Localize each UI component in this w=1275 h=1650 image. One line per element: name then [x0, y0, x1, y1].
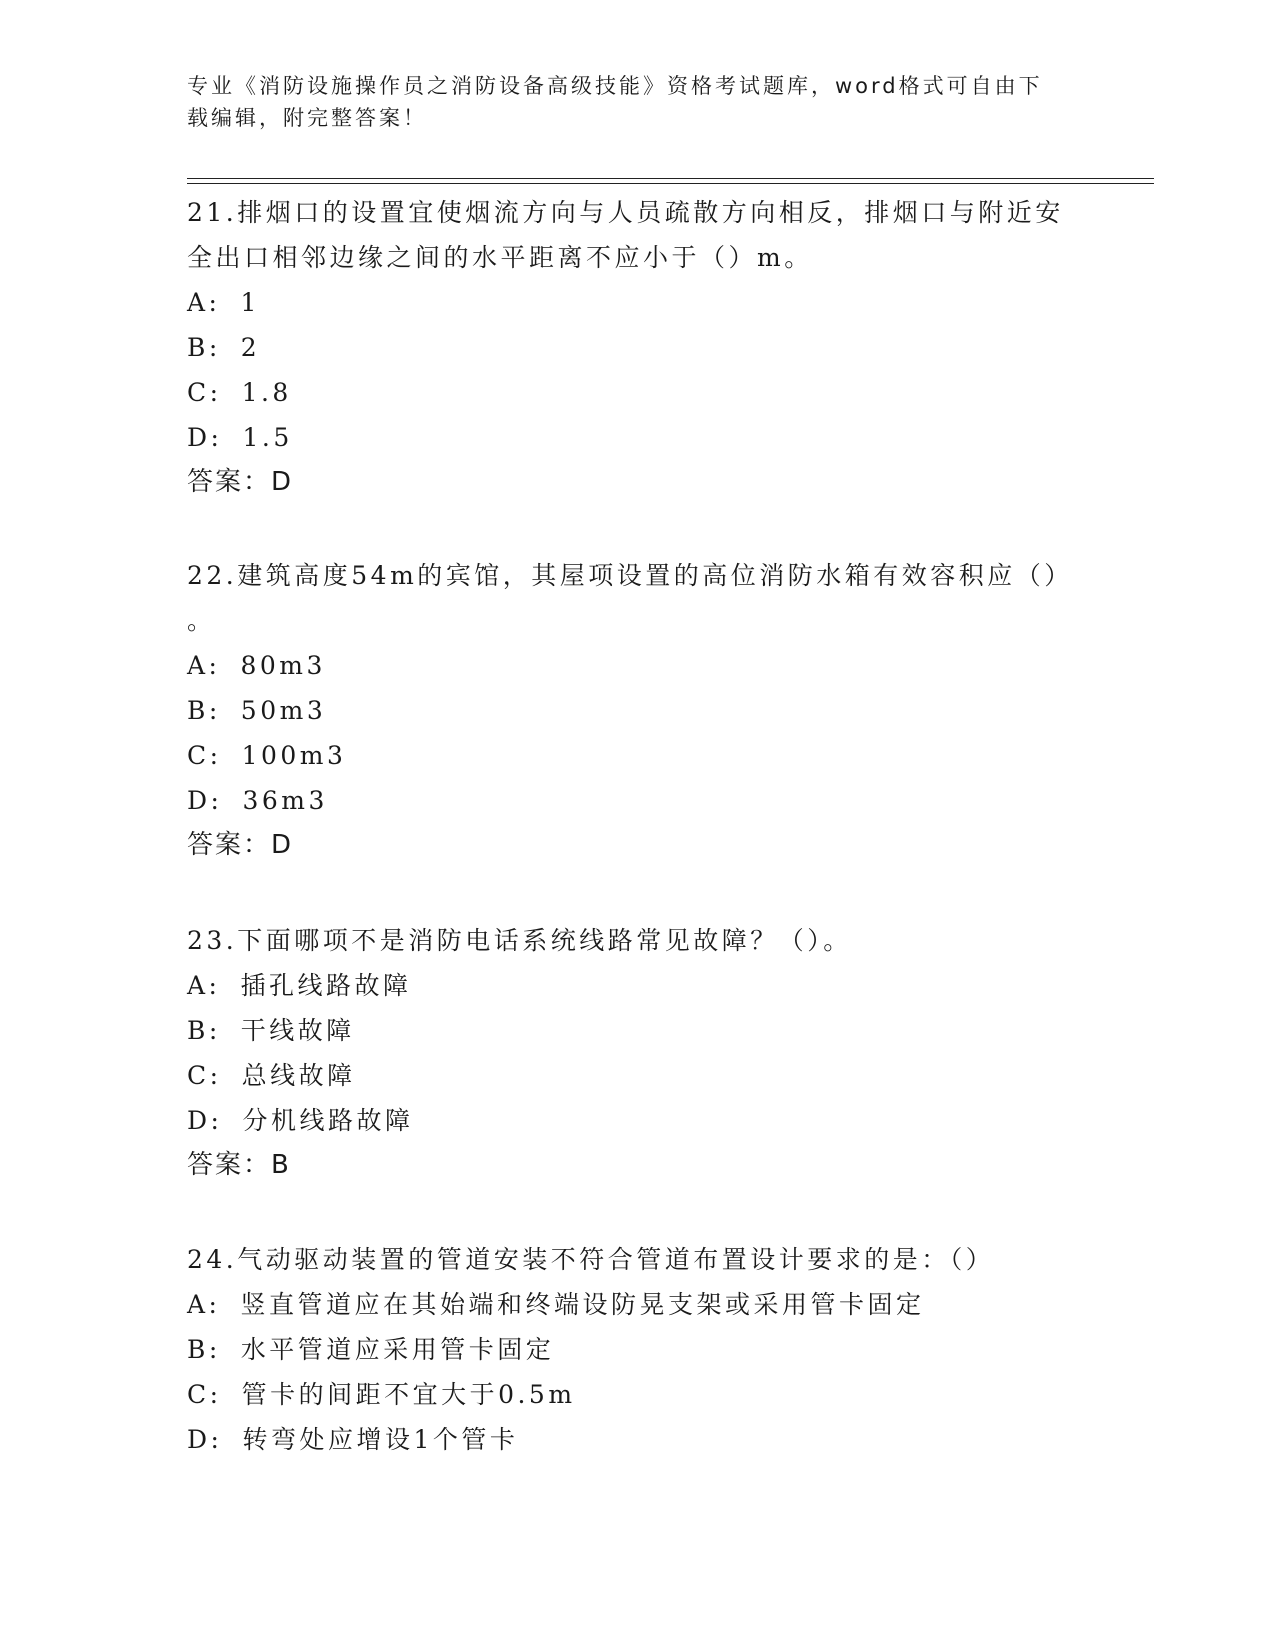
- option-text: 50m3: [240, 696, 327, 725]
- option-c: [187, 370, 1087, 415]
- option-d: [187, 415, 1087, 460]
- option-a: [187, 963, 1087, 1008]
- option-letter: B:: [187, 333, 221, 362]
- option-c: [187, 1053, 1087, 1098]
- option-d: [187, 1098, 1087, 1143]
- option-letter: A:: [187, 971, 221, 1000]
- option-b: [187, 1008, 1087, 1053]
- question-stem-line-1: 22.建筑高度54m的宾馆，其屋项设置的高位消防水箱有效容积应（）: [187, 561, 1073, 590]
- question-stem-line-2: 全出口相邻边缘之间的水平距离不应小于（）m。: [187, 243, 813, 272]
- option-d: [187, 1417, 1087, 1462]
- option-text: 80m3: [240, 651, 326, 680]
- option-text: 插孔线路故障: [240, 971, 412, 1000]
- option-letter: D:: [187, 1106, 223, 1135]
- option-d: [187, 778, 1087, 823]
- answer-line: 答案：D: [187, 467, 294, 497]
- question-stem-line-1: 21.排烟口的设置宜使烟流方向与人员疏散方向相反，排烟口与附近安: [187, 198, 1064, 227]
- option-a: [187, 643, 1087, 688]
- option-letter: B:: [187, 1016, 221, 1045]
- option-letter: D:: [187, 786, 223, 815]
- question-21: [187, 190, 1087, 504]
- option-text: 2: [240, 333, 261, 362]
- question-stem-line-1: 24.气动驱动装置的管道安装不符合管道布置设计要求的是：（）: [187, 1245, 995, 1274]
- question-22: [187, 553, 1087, 867]
- header-divider-top: [187, 178, 1154, 179]
- option-text: 干线故障: [240, 1016, 355, 1045]
- answer-line: 答案：B: [187, 1150, 291, 1180]
- option-a: [187, 280, 1087, 325]
- option-a: [187, 1282, 1087, 1327]
- option-b: [187, 688, 1087, 733]
- option-letter: C:: [187, 1061, 222, 1090]
- option-text: 竖直管道应在其始端和终端设防晃支架或采用管卡固定: [240, 1290, 925, 1319]
- option-text: 管卡的间距不宜大于0.5m: [241, 1380, 576, 1409]
- answer-line: 答案：D: [187, 830, 294, 860]
- option-letter: A:: [187, 1290, 221, 1319]
- option-letter: A:: [187, 288, 221, 317]
- option-b: [187, 1327, 1087, 1372]
- option-letter: C:: [187, 741, 222, 770]
- option-c: [187, 1372, 1087, 1417]
- option-text: 1: [240, 288, 260, 317]
- option-letter: D:: [187, 423, 223, 452]
- header-line-2: 载编辑，附完整答案！: [187, 106, 427, 130]
- option-letter: B:: [187, 696, 221, 725]
- document-header: [187, 70, 1087, 134]
- option-text: 总线故障: [241, 1061, 356, 1090]
- option-text: 100m3: [241, 741, 347, 770]
- option-text: 1.8: [241, 378, 292, 407]
- option-text: 水平管道应采用管卡固定: [240, 1335, 555, 1364]
- question-stem-line-2: 。: [187, 606, 216, 635]
- option-text: 1.5: [242, 423, 293, 452]
- question-23: [187, 918, 1087, 1187]
- option-letter: C:: [187, 378, 222, 407]
- option-letter: A:: [187, 651, 221, 680]
- option-text: 转弯处应增设1个管卡: [242, 1425, 519, 1454]
- header-line-1: 专业《消防设施操作员之消防设备高级技能》资格考试题库，word格式可自由下: [187, 74, 1043, 98]
- option-letter: C:: [187, 1380, 222, 1409]
- question-stem-line-1: 23.下面哪项不是消防电话系统线路常见故障？（）。: [187, 926, 852, 955]
- option-text: 36m3: [242, 786, 328, 815]
- option-letter: B:: [187, 1335, 221, 1364]
- option-letter: D:: [187, 1425, 223, 1454]
- question-24: [187, 1237, 1087, 1462]
- option-b: [187, 325, 1087, 370]
- header-divider-bottom: [187, 183, 1154, 184]
- option-text: 分机线路故障: [242, 1106, 414, 1135]
- option-c: [187, 733, 1087, 778]
